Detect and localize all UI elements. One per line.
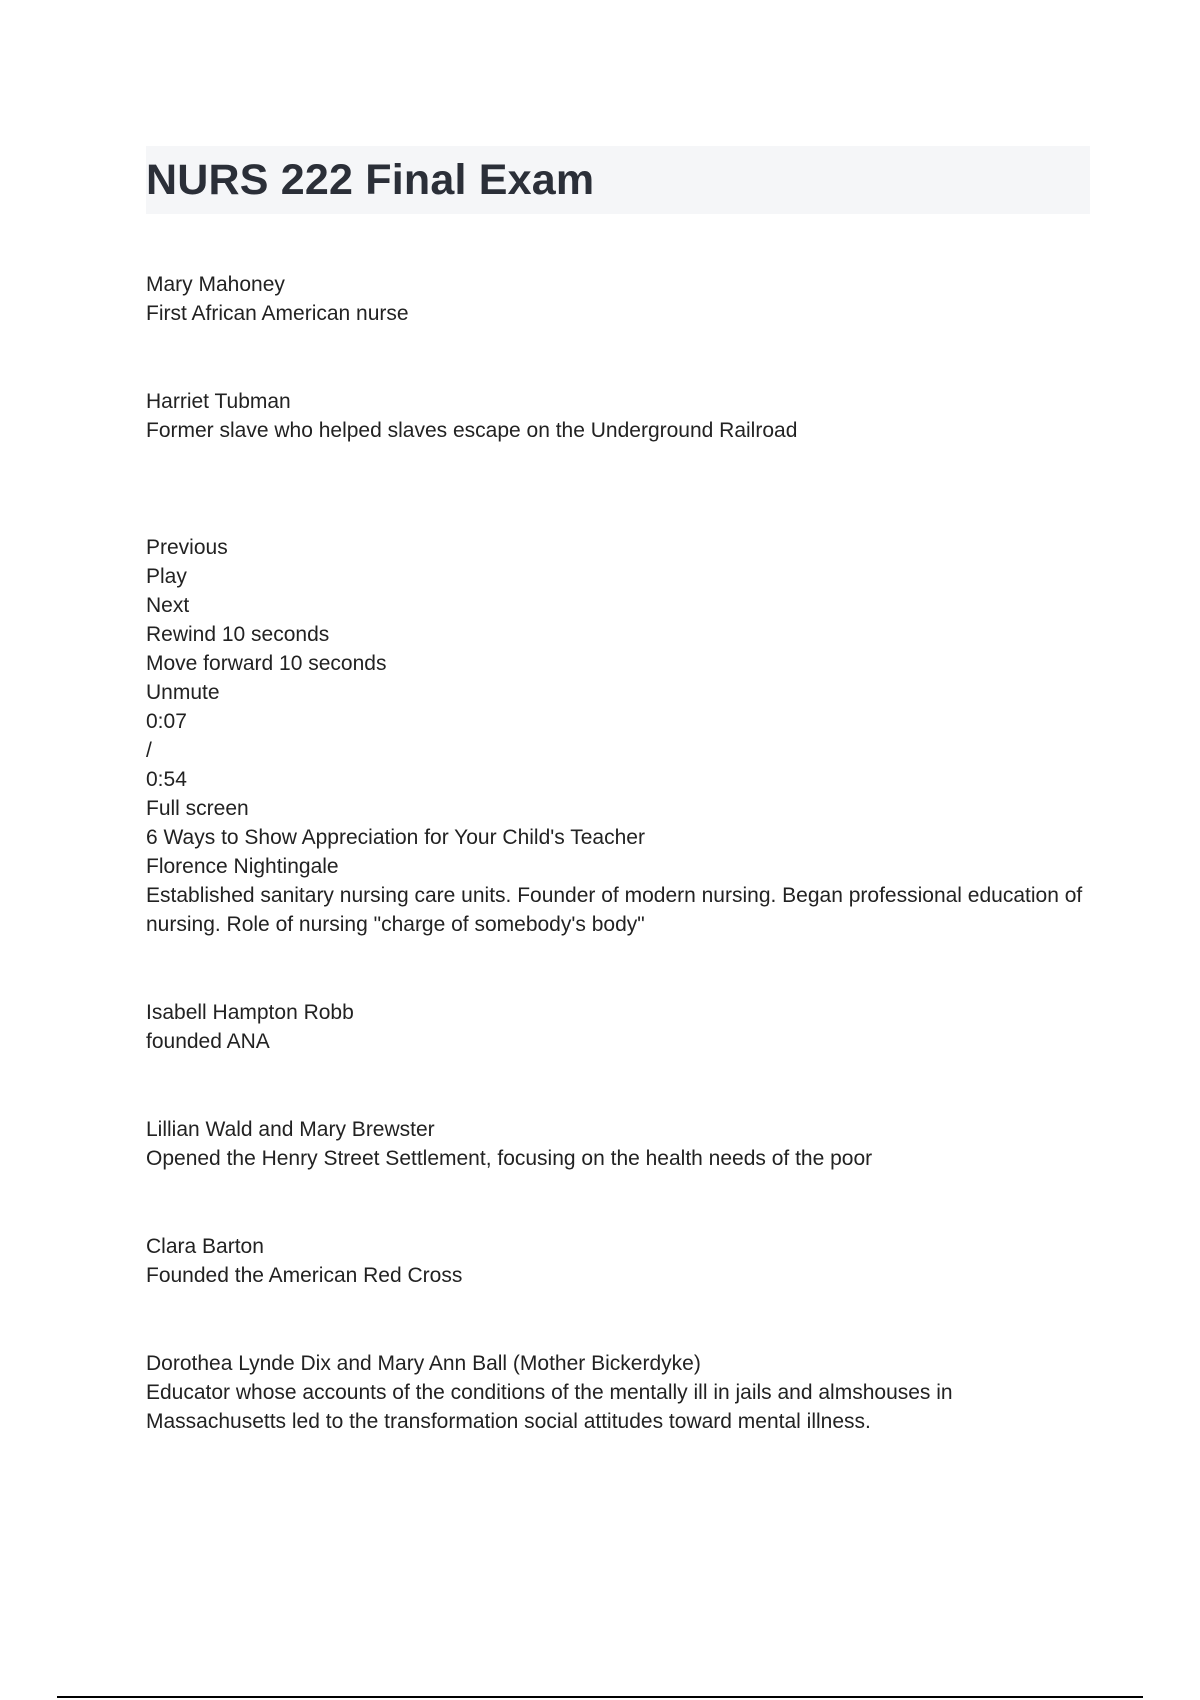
next-button[interactable]: Next bbox=[146, 594, 190, 617]
entry-term: Harriet Tubman bbox=[146, 390, 291, 413]
duration: 0:54 bbox=[146, 768, 187, 791]
entry-term: Lillian Wald and Mary Brewster bbox=[146, 1118, 435, 1141]
rewind-button[interactable]: Rewind 10 seconds bbox=[146, 623, 330, 646]
unmute-button[interactable]: Unmute bbox=[146, 681, 220, 704]
entry-definition: Opened the Henry Street Settlement, focusing on the health needs of the poor bbox=[146, 1147, 873, 1170]
forward-button[interactable]: Move forward 10 seconds bbox=[146, 652, 387, 675]
entry-definition: Educator whose accounts of the conditions of the mentally ill in jails and almshouses in Massachusetts led to the transformation social attitudes toward mental illness. bbox=[146, 1381, 953, 1433]
entry-definition: founded ANA bbox=[146, 1030, 270, 1053]
flashcard-entry bbox=[146, 387, 1090, 445]
time-separator: / bbox=[146, 739, 152, 762]
entry-definition: First African American nurse bbox=[146, 302, 409, 325]
entry-definition: Established sanitary nursing care units. Founder of modern nursing. Began professional education of nursing. Role of nursing "charge of somebody's body" bbox=[146, 884, 1083, 936]
flashcard-entry bbox=[146, 852, 1090, 939]
video-title[interactable]: 6 Ways to Show Appreciation for Your Child's Teacher bbox=[146, 826, 645, 849]
flashcard-entry bbox=[146, 1232, 1090, 1290]
entry-term: Florence Nightingale bbox=[146, 855, 339, 878]
current-time: 0:07 bbox=[146, 710, 187, 733]
entry-definition: Former slave who helped slaves escape on the Underground Railroad bbox=[146, 419, 798, 442]
video-player-controls bbox=[146, 533, 1090, 852]
entry-term: Isabell Hampton Robb bbox=[146, 1001, 354, 1024]
entry-definition: Founded the American Red Cross bbox=[146, 1264, 463, 1287]
document-body bbox=[146, 270, 1090, 1436]
flashcard-entry bbox=[146, 998, 1090, 1056]
play-button[interactable]: Play bbox=[146, 565, 187, 588]
page-title: NURS 222 Final Exam bbox=[146, 156, 595, 204]
previous-button[interactable]: Previous bbox=[146, 536, 228, 559]
entry-term: Mary Mahoney bbox=[146, 273, 285, 296]
entry-term: Dorothea Lynde Dix and Mary Ann Ball (Mother Bickerdyke) bbox=[146, 1352, 701, 1375]
flashcard-entry bbox=[146, 270, 1090, 328]
footer-divider bbox=[57, 1696, 1143, 1698]
fullscreen-button[interactable]: Full screen bbox=[146, 797, 249, 820]
title-banner bbox=[146, 146, 1090, 214]
flashcard-entry bbox=[146, 1115, 1090, 1173]
flashcard-entry bbox=[146, 1349, 1090, 1436]
entry-term: Clara Barton bbox=[146, 1235, 264, 1258]
